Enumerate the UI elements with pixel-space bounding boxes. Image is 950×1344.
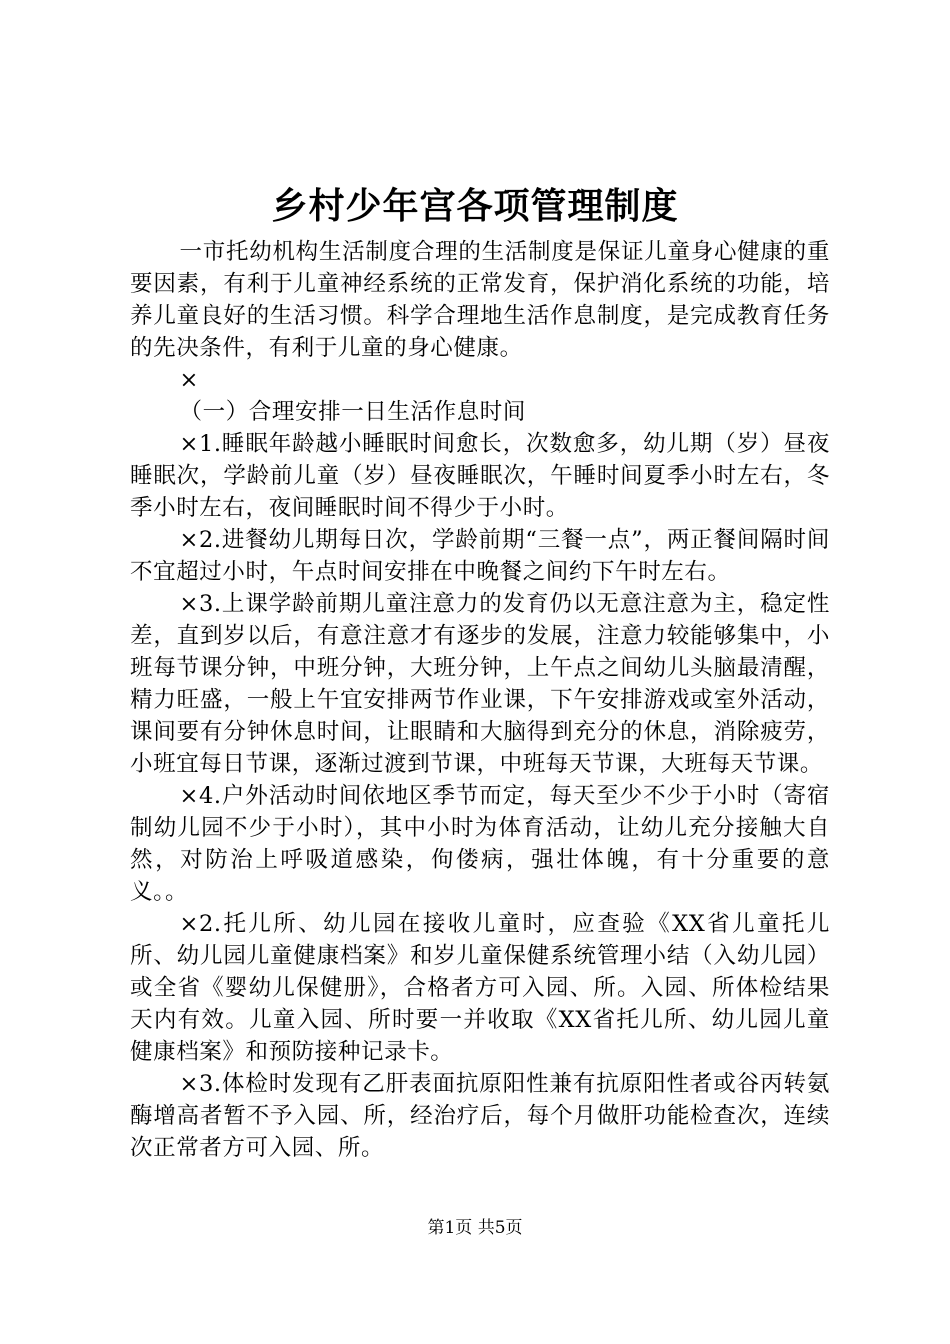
paragraph-outdoor: ×4.户外活动时间依地区季节而定，每天至少不少于小时（寄宿制幼儿园不少于小时），其中小时为体育活动，让幼儿充分接触大自然，对防治上呼吸道感染，佝偻病，强壮体魄，有十分重要的意义。。 bbox=[130, 783, 830, 905]
paragraph-marker: × bbox=[179, 367, 199, 393]
page-footer: 第1页 共5页 bbox=[427, 1218, 523, 1238]
document-body bbox=[130, 236, 830, 1164]
paragraph-classes: ×3.上课学龄前期儿童注意力的发育仍以无意注意为主，稳定性差，直到岁以后，有意注意才有逐步的发展，注意力较能够集中，小班每节课分钟，中班分钟，大班分钟，上午点之间幼儿头脑最清醒，精力旺盛，一般上午宜安排两节作业课，下午安排游戏或室外活动，课间要有分钟休息时间，让眼睛和大脑得到充分的休息，消除疲劳，小班宜每日节课，逐渐过渡到节课，中班每天节课，大班每天节课。 bbox=[130, 591, 830, 777]
paragraph-health-check: ×3.体检时发现有乙肝表面抗原阳性兼有抗原阳性者或谷丙转氨酶增高者暂不予入园、所，经治疗后，每个月做肝功能检查次，连续次正常者方可入园、所。 bbox=[130, 1071, 830, 1161]
paragraph-intro: 一市托幼机构生活制度合理的生活制度是保证儿童身心健康的重要因素，有利于儿童神经系统的正常发育，保护消化系统的功能，培养儿童良好的生活习惯。科学合理地生活作息制度，是完成教育任务的先决条件，有利于儿童的身心健康。 bbox=[130, 239, 830, 361]
section-heading: （一）合理安排一日生活作息时间 bbox=[179, 399, 527, 425]
paragraph-meals: ×2.进餐幼儿期每日次，学龄前期“三餐一点”，两正餐间隔时间不宜超过小时，午点时间安排在中晚餐之间约下午时左右。 bbox=[130, 527, 830, 585]
paragraph-admission: ×2.托儿所、幼儿园在接收儿童时，应查验《XX省儿童托儿所、幼儿园儿童健康档案》和岁儿童保健系统管理小结（入幼儿园）或全省《婴幼儿保健册》，合格者方可入园、所。入园、所体检结果天内有效。儿童入园、所时要一并收取《XX省托儿所、幼儿园儿童健康档案》和预防接种记录卡。 bbox=[130, 911, 830, 1065]
document-title: 乡村少年宫各项管理制度 bbox=[271, 185, 679, 227]
paragraph-sleep: ×1.睡眠年龄越小睡眠时间愈长，次数愈多，幼儿期（岁）昼夜睡眠次，学龄前儿童（岁）昼夜睡眠次，午睡时间夏季小时左右，冬季小时左右，夜间睡眠时间不得少于小时。 bbox=[130, 431, 830, 521]
